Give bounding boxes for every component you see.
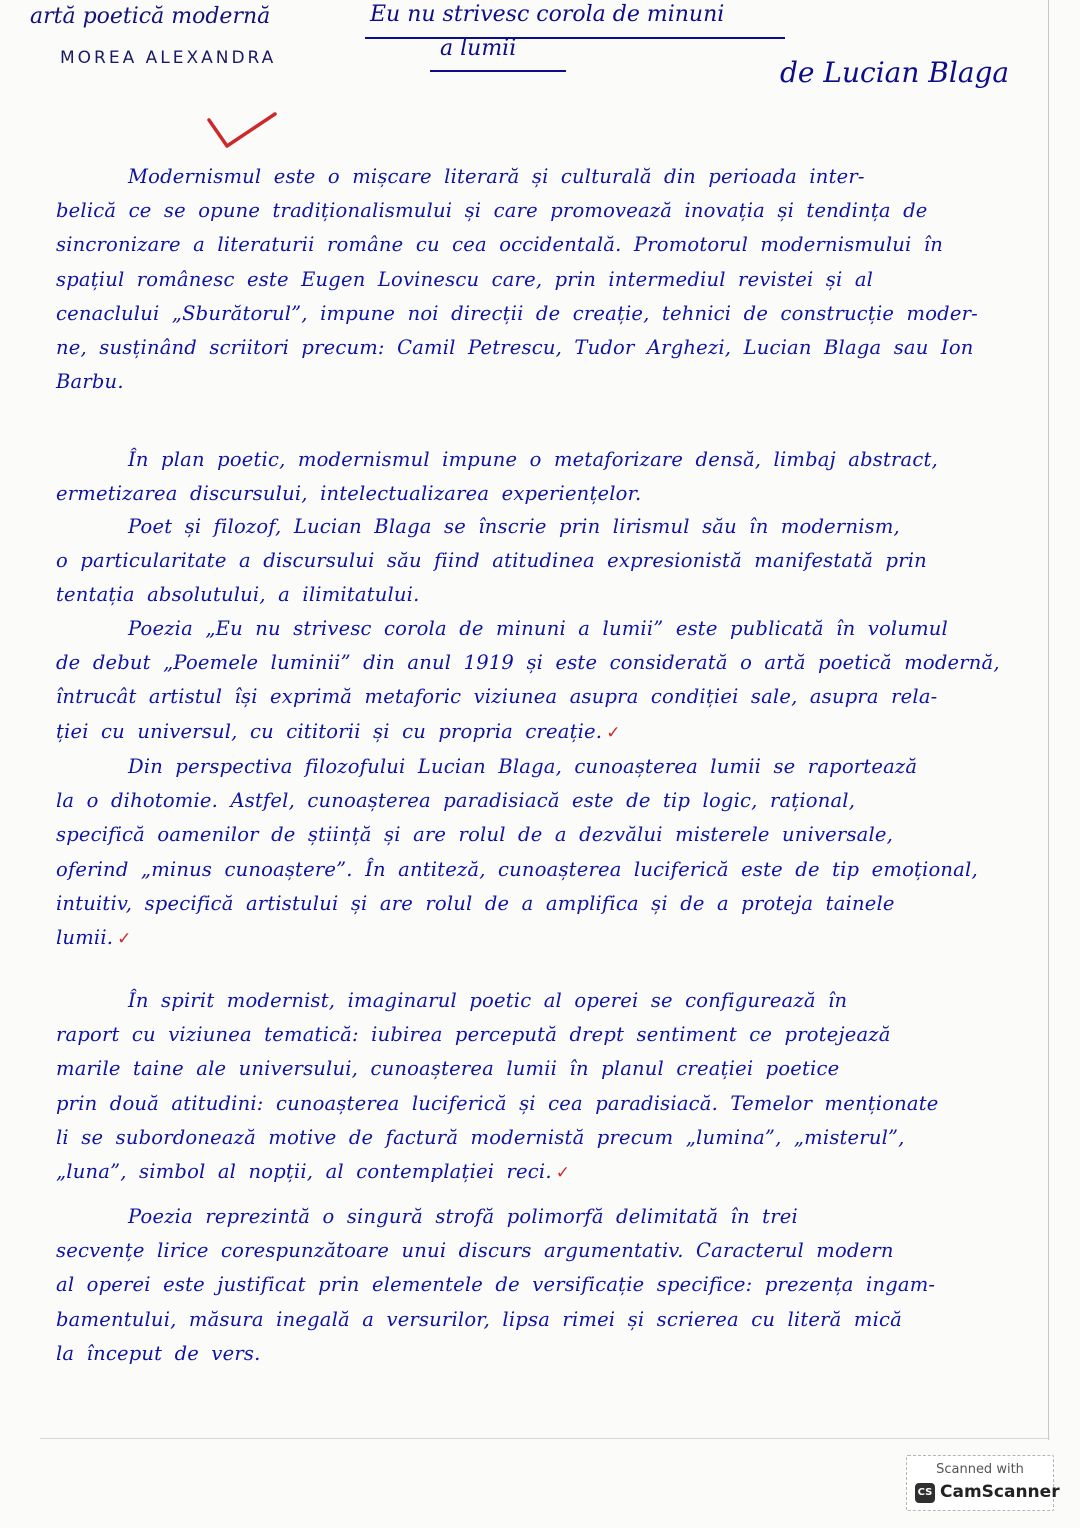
text-line: prin două atitudini: cunoașterea luciferică și cea paradisiacă. Temelor menționate (56, 1091, 939, 1115)
text-line (56, 1155, 939, 1190)
text-line: li se subordonează motive de factură modernistă precum „lumina”, „misterul”, (56, 1125, 905, 1149)
text-line: Poezia „Eu nu strivesc corola de minuni a lumii” este publicată în volumul (128, 617, 948, 640)
page-bottom-line (40, 1438, 1050, 1439)
text-line: Modernismul este o mișcare literară și culturală din perioada inter- (128, 165, 865, 188)
text-line: de debut „Poemele luminii” din anul 1919 și este considerată o artă poetică modernă, (56, 651, 1000, 675)
text-line: spațiul românesc este Eugen Lovinescu care, prin intermediul revistei și al (56, 267, 874, 291)
paragraph (56, 510, 927, 613)
watermark-caption: Scanned with (936, 1462, 1024, 1477)
text-line: Din perspectiva filozofului Lucian Blaga, cunoașterea lumii se raportează (128, 755, 918, 778)
author-line: de Lucian Blaga (780, 56, 1010, 89)
text-line: Poet și filozof, Lucian Blaga se înscrie prin lirismul său în modernism, (128, 515, 900, 538)
text-line: sincronizare a literaturii române cu cea occidentală. Promotorul modernismului în (56, 233, 944, 257)
text-line: oferind „minus cunoaștere”. În antiteză, cunoașterea luciferică este de tip emoțional, (56, 857, 978, 881)
scanner-watermark (906, 1455, 1060, 1511)
red-checkmark-icon: ✓ (555, 1163, 571, 1184)
text-line (56, 715, 1000, 750)
text-line: cenaclului „Sburătorul”, impune noi direcții de creație, tehnici de construcție moder- (56, 301, 978, 325)
text-line: tentația absolutului, a ilimitatului. (56, 583, 420, 607)
margin-line (1048, 0, 1049, 1440)
paragraph (56, 443, 938, 511)
paragraph (56, 612, 1000, 750)
text-line: la o dihotomie. Astfel, cunoașterea paradisiacă este de tip logic, rațional, (56, 789, 856, 813)
page-title-line-1: Eu nu strivesc corola de minuni (370, 2, 725, 27)
text-line: la început de vers. (56, 1341, 261, 1365)
text-line: Poezia reprezintă o singură strofă polimorfă delimitată în trei (128, 1205, 798, 1228)
student-name: MOREA ALEXANDRA (60, 48, 277, 68)
text-line: În plan poetic, modernismul impune o metaforizare densă, limbaj abstract, (128, 448, 938, 471)
text-line: ermetizarea discursului, intelectualizarea experiențelor. (56, 482, 642, 506)
red-checkmark-icon: ✓ (117, 929, 132, 950)
text-line: intuitiv, specifică artistului și are rolul de a amplifica și de a proteja tainele (56, 891, 895, 915)
text-line: ne, susținând scriitori precum: Camil Petrescu, Tudor Arghezi, Lucian Blaga sau Ion (56, 336, 974, 360)
red-checkmark-icon: ✓ (606, 722, 621, 743)
text-line: secvențe lirice corespunzătoare unui discurs argumentativ. Caracterul modern (56, 1239, 894, 1263)
text-line-content: ției cu universul, cu cititorii și cu propria creație. (56, 719, 603, 743)
text-line: întrucât artistul își exprimă metaforic viziunea asupra condiției sale, asupra rela- (56, 685, 938, 709)
text-line: o particularitate a discursului său fiind atitudinea expresionistă manifestată prin (56, 549, 927, 573)
paragraph (56, 1200, 935, 1371)
text-line: belică ce se opune tradiționalismului și care promovează inovația și tendința de (56, 199, 928, 223)
text-line-content: „luna”, simbol al nopții, al contemplației reci. (56, 1160, 552, 1184)
text-line: marile taine ale universului, cunoașterea lumii în planul creației poetice (56, 1057, 840, 1081)
camscanner-logo-icon: CS (915, 1483, 935, 1503)
text-line: raport cu viziunea tematică: iubirea percepută drept sentiment ce protejează (56, 1023, 891, 1047)
paragraph (56, 160, 978, 399)
title-underline (365, 37, 785, 39)
paragraph (56, 750, 978, 956)
text-line: În spirit modernist, imaginarul poetic al operei se configurează în (128, 989, 848, 1012)
page-title-line-2: a lumii (440, 36, 517, 61)
text-line: Barbu. (56, 370, 124, 394)
text-line-content: lumii. (56, 926, 114, 950)
text-line (56, 921, 978, 956)
genre-label: artă poetică modernă (30, 4, 271, 29)
watermark-brand: CamScanner (940, 1482, 1060, 1502)
title-underline (430, 70, 566, 72)
paragraph (56, 984, 939, 1190)
text-line: al operei este justificat prin elementele de versificație specifice: prezența ingam- (56, 1273, 936, 1297)
text-line: bamentului, măsura inegală a versurilor, lipsa rimei și scrierea cu literă mică (56, 1307, 902, 1331)
text-line: specifică oamenilor de știință și are rolul de a dezvălui misterele universale, (56, 823, 894, 847)
